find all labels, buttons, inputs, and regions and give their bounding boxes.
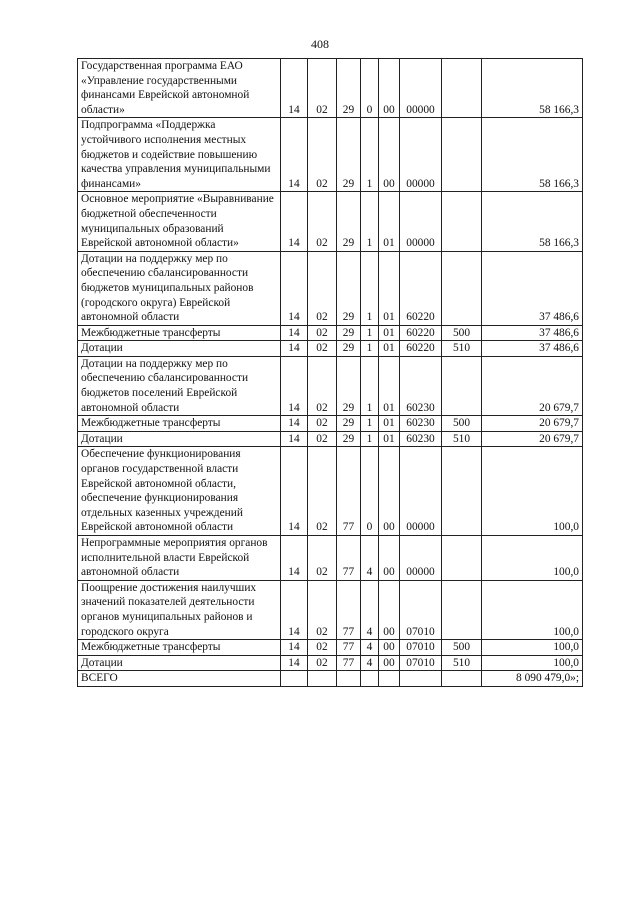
- expense-type-code: 500: [442, 416, 482, 432]
- subsection-code: 02: [308, 192, 337, 251]
- target-code-direction: 07010: [400, 580, 442, 639]
- target-code-direction: 00000: [400, 118, 442, 192]
- target-code-direction: 00000: [400, 536, 442, 581]
- target-code-program: 29: [337, 118, 361, 192]
- subsection-code: 02: [308, 580, 337, 639]
- table-row: [78, 341, 583, 357]
- table-row: [78, 356, 583, 415]
- target-code-activity: 00: [379, 447, 400, 536]
- table-row: [78, 325, 583, 341]
- subsection-code: 02: [308, 341, 337, 357]
- target-code-activity: 01: [379, 416, 400, 432]
- target-code-program: 29: [337, 431, 361, 447]
- target-code-direction: 60220: [400, 251, 442, 325]
- subsection-code: 02: [308, 431, 337, 447]
- row-name: Государственная программа ЕАО «Управление государственными финансами Еврейской автономной области»: [78, 59, 281, 118]
- budget-table: [77, 58, 583, 687]
- total-row: [78, 671, 583, 687]
- amount: 58 166,3: [482, 118, 583, 192]
- target-code-activity: 00: [379, 536, 400, 581]
- subsection-code: 02: [308, 251, 337, 325]
- target-code-activity: 01: [379, 192, 400, 251]
- subsection-code: 02: [308, 59, 337, 118]
- amount: 100,0: [482, 536, 583, 581]
- expense-type-code: [442, 118, 482, 192]
- row-name: Обеспечение функционирования органов государственной власти Еврейской автономной области, обеспечение функционирования отдельных казенных учреждений Еврейской автономной области: [78, 447, 281, 536]
- target-code-activity: 01: [379, 356, 400, 415]
- target-code-subprogram: 1: [361, 341, 379, 357]
- table-row: [78, 640, 583, 656]
- subsection-code: 02: [308, 118, 337, 192]
- row-name: Дотации: [78, 431, 281, 447]
- expense-type-code: [442, 59, 482, 118]
- row-name: Дотации на поддержку мер по обеспечению сбалансированности бюджетов поселений Еврейской автономной области: [78, 356, 281, 415]
- target-code-subprogram: 1: [361, 356, 379, 415]
- target-code-activity: 00: [379, 640, 400, 656]
- target-code-subprogram: 1: [361, 431, 379, 447]
- target-code-program: 29: [337, 325, 361, 341]
- subsection-code: 02: [308, 536, 337, 581]
- expense-type-code: 500: [442, 325, 482, 341]
- table-row: [78, 59, 583, 118]
- target-code-direction: 60230: [400, 356, 442, 415]
- section-code: 14: [281, 192, 308, 251]
- amount: 20 679,7: [482, 431, 583, 447]
- subsection-code: 02: [308, 325, 337, 341]
- table-row: [78, 447, 583, 536]
- target-code-subprogram: 4: [361, 536, 379, 581]
- subsection-code: 02: [308, 416, 337, 432]
- target-code-subprogram: 4: [361, 655, 379, 671]
- row-name: Межбюджетные трансферты: [78, 325, 281, 341]
- target-code-activity: 00: [379, 655, 400, 671]
- table-row: [78, 580, 583, 639]
- target-code-direction: 07010: [400, 655, 442, 671]
- target-code-subprogram: 1: [361, 251, 379, 325]
- amount: 100,0: [482, 655, 583, 671]
- target-code-program: 77: [337, 580, 361, 639]
- row-name: Дотации: [78, 341, 281, 357]
- target-code-program: 29: [337, 59, 361, 118]
- target-code-direction: 00000: [400, 59, 442, 118]
- target-code-direction: 00000: [400, 447, 442, 536]
- amount: 100,0: [482, 447, 583, 536]
- target-code-subprogram: 4: [361, 580, 379, 639]
- row-name: Межбюджетные трансферты: [78, 640, 281, 656]
- expense-type-code: [442, 356, 482, 415]
- target-code-direction: 60220: [400, 341, 442, 357]
- row-name: Дотации: [78, 655, 281, 671]
- amount: 100,0: [482, 580, 583, 639]
- row-name: Межбюджетные трансферты: [78, 416, 281, 432]
- target-code-program: 77: [337, 447, 361, 536]
- target-code-program: 77: [337, 655, 361, 671]
- amount: 58 166,3: [482, 59, 583, 118]
- target-code-direction: 60230: [400, 416, 442, 432]
- target-code-activity: 01: [379, 341, 400, 357]
- section-code: 14: [281, 59, 308, 118]
- amount: 37 486,6: [482, 251, 583, 325]
- expense-type-code: [442, 447, 482, 536]
- section-code: 14: [281, 341, 308, 357]
- section-code: 14: [281, 356, 308, 415]
- table-row: [78, 431, 583, 447]
- target-code-subprogram: 4: [361, 640, 379, 656]
- expense-type-code: [442, 251, 482, 325]
- subsection-code: 02: [308, 655, 337, 671]
- target-code-activity: 00: [379, 118, 400, 192]
- target-code-activity: 00: [379, 580, 400, 639]
- expense-type-code: 510: [442, 431, 482, 447]
- amount: 58 166,3: [482, 192, 583, 251]
- target-code-subprogram: 1: [361, 416, 379, 432]
- amount: 20 679,7: [482, 416, 583, 432]
- amount: 20 679,7: [482, 356, 583, 415]
- amount: 100,0: [482, 640, 583, 656]
- section-code: 14: [281, 431, 308, 447]
- section-code: 14: [281, 118, 308, 192]
- subsection-code: 02: [308, 447, 337, 536]
- target-code-activity: 01: [379, 325, 400, 341]
- target-code-direction: 60220: [400, 325, 442, 341]
- expense-type-code: [442, 580, 482, 639]
- section-code: 14: [281, 536, 308, 581]
- expense-type-code: [442, 536, 482, 581]
- table-row: [78, 655, 583, 671]
- row-name: Поощрение достижения наилучших значений показателей деятельности органов муниципальных районов и городского округа: [78, 580, 281, 639]
- target-code-program: 77: [337, 536, 361, 581]
- table-row: [78, 251, 583, 325]
- row-name: Непрограммные мероприятия органов исполнительной власти Еврейской автономной области: [78, 536, 281, 581]
- section-code: 14: [281, 640, 308, 656]
- table-body: [78, 59, 583, 671]
- expense-type-code: 500: [442, 640, 482, 656]
- section-code: 14: [281, 580, 308, 639]
- page-number: 408: [311, 37, 329, 51]
- section-code: 14: [281, 416, 308, 432]
- expense-type-code: 510: [442, 341, 482, 357]
- target-code-direction: 07010: [400, 640, 442, 656]
- target-code-activity: 00: [379, 59, 400, 118]
- target-code-program: 29: [337, 341, 361, 357]
- target-code-program: 77: [337, 640, 361, 656]
- target-code-subprogram: 0: [361, 59, 379, 118]
- table-row: [78, 192, 583, 251]
- table-row: [78, 416, 583, 432]
- target-code-direction: 60230: [400, 431, 442, 447]
- table-row: [78, 536, 583, 581]
- section-code: 14: [281, 325, 308, 341]
- section-code: 14: [281, 655, 308, 671]
- amount: 37 486,6: [482, 325, 583, 341]
- target-code-activity: 01: [379, 431, 400, 447]
- target-code-subprogram: 1: [361, 192, 379, 251]
- target-code-activity: 01: [379, 251, 400, 325]
- expense-type-code: [442, 192, 482, 251]
- target-code-program: 29: [337, 192, 361, 251]
- section-code: 14: [281, 447, 308, 536]
- amount: 37 486,6: [482, 341, 583, 357]
- row-name: Подпрограмма «Поддержка устойчивого исполнения местных бюджетов и содействие повышению качества управления муниципальными финансами»: [78, 118, 281, 192]
- subsection-code: 02: [308, 356, 337, 415]
- target-code-subprogram: 1: [361, 118, 379, 192]
- target-code-program: 29: [337, 356, 361, 415]
- target-code-direction: 00000: [400, 192, 442, 251]
- table-row: [78, 118, 583, 192]
- subsection-code: 02: [308, 640, 337, 656]
- expense-type-code: 510: [442, 655, 482, 671]
- total-sum: 8 090 479,0»;: [482, 671, 583, 687]
- target-code-subprogram: 1: [361, 325, 379, 341]
- section-code: 14: [281, 251, 308, 325]
- target-code-program: 29: [337, 251, 361, 325]
- target-code-program: 29: [337, 416, 361, 432]
- row-name: Дотации на поддержку мер по обеспечению сбалансированности бюджетов муниципальных районов (городского округа) Еврейской автономной области: [78, 251, 281, 325]
- total-label: ВСЕГО: [78, 671, 281, 687]
- row-name: Основное мероприятие «Выравнивание бюджетной обеспеченности муниципальных образований Еврейской автономной области»: [78, 192, 281, 251]
- target-code-subprogram: 0: [361, 447, 379, 536]
